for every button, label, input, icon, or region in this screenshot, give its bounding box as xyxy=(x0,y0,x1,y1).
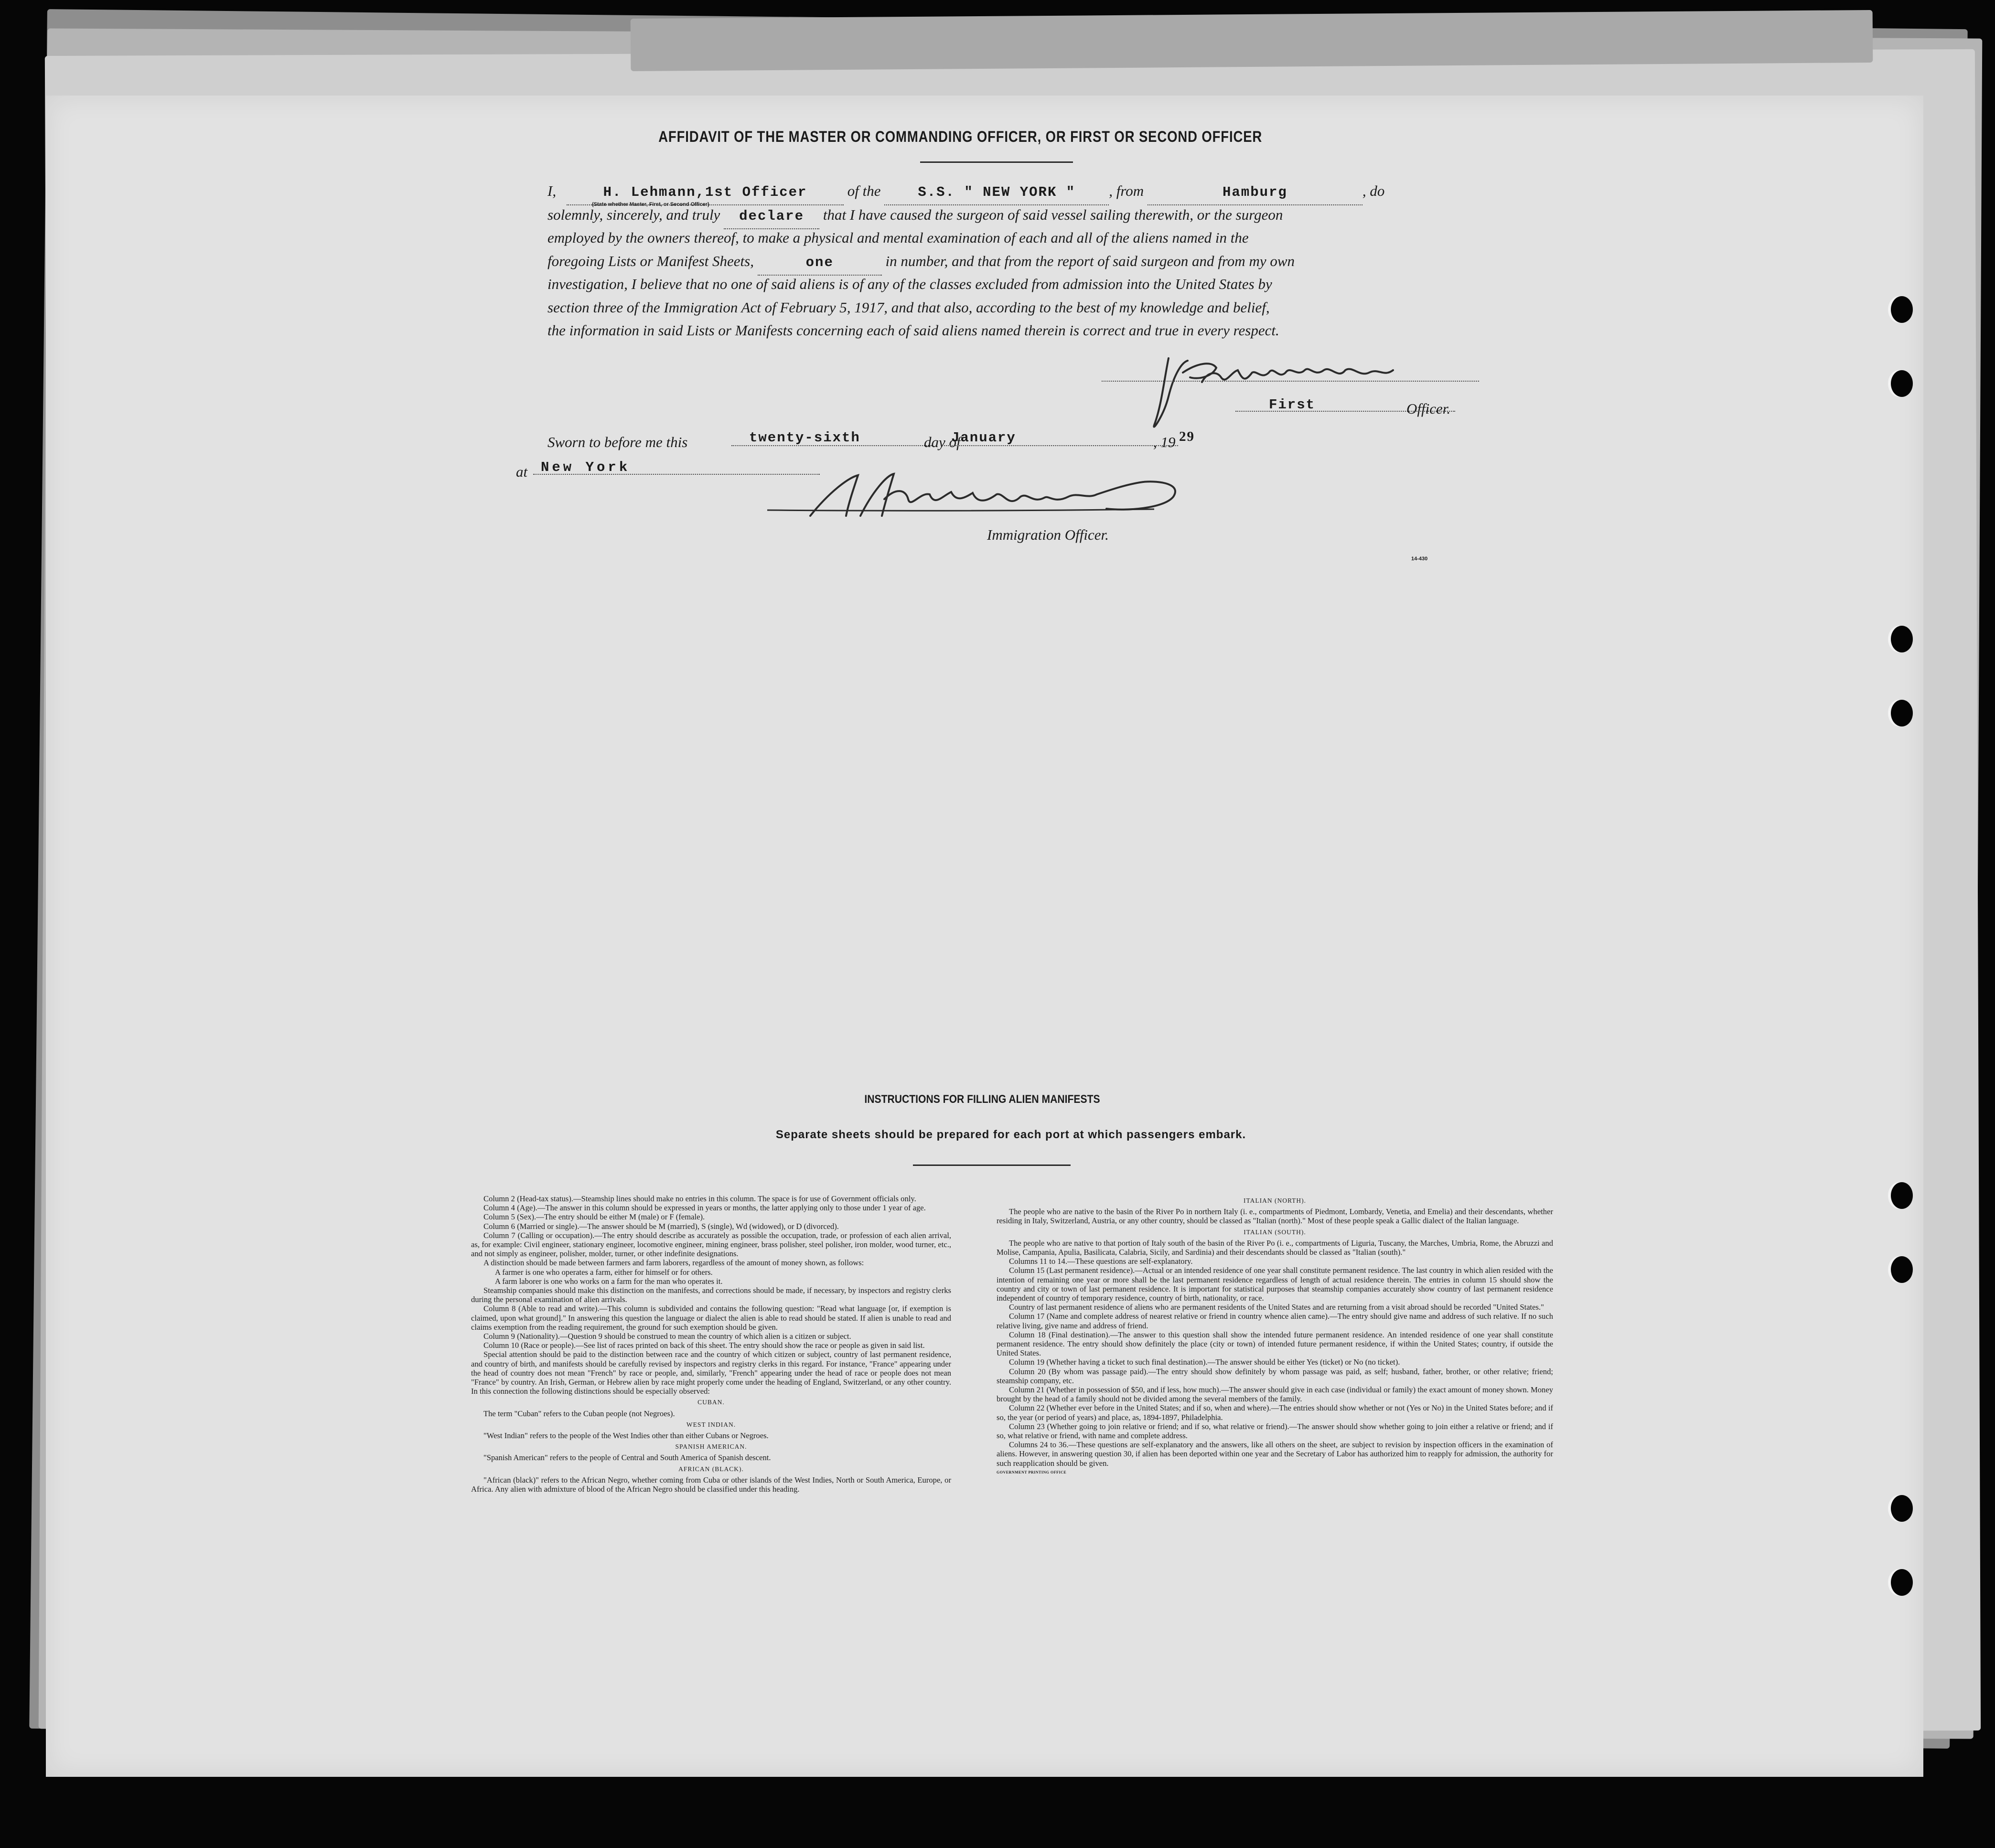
at-place-field: New York xyxy=(541,459,631,475)
section-heading: SPANISH AMERICAN. xyxy=(675,1443,747,1451)
instruction-paragraph: Column 21 (Whether in possession of $50, and if less, how much).—The answer should give in each case (individual or family) the exact amount of money shown. Money brought by the head of a family should not be divided among the several members of the family. xyxy=(997,1385,1553,1404)
instruction-paragraph: Column 4 (Age).—The answer in this column should be expressed in years or months, the latter applying only to those under 1 year of age. xyxy=(483,1203,926,1213)
immigration-officer-caption: Immigration Officer. xyxy=(987,526,1109,543)
instruction-paragraph: Column 20 (By whom was passage paid).—The entry should show definitely by whom passage was paid, as self; husband, father, brother, or other relative; friend; steamship company, etc. xyxy=(997,1367,1553,1385)
instruction-paragraph: "West Indian" refers to the people of the West Indies other than either Cubans or Negroes. xyxy=(483,1431,769,1441)
punch-hole xyxy=(1891,626,1913,652)
section-heading: ITALIAN (NORTH). xyxy=(1243,1197,1307,1204)
instruction-paragraph: Special attention should be paid to the distinction between race and the country of which citizen or subject, country of last permanent residence, and country of birth, and manifests should be carefully revised by inspectors and registry clerks in this regard. For instance, "France" appearing under the head of country does not mean "French" by race or people, and, similarly, "French" appearing under the head of race or people does not mean "France" by country. An Irish, German, or Hebrew alien by race might properly come under the heading of England, Switzerland, or any other country. In this connection the following distinctions should be especially observed: xyxy=(471,1350,951,1396)
instructions-rule xyxy=(913,1164,1071,1166)
year-field: 29 xyxy=(1179,429,1195,444)
instruction-paragraph: The people who are native to that portion of Italy south of the basin of the River Po (i. e., compartments of Liguria, Tuscany, the Marches, Umbria, Rome, the Abruzzi and Molise, Campania, Apulia, Basilicata, Calabria, Sicily, and Sardinia) and their descendants should be classed as "Italian (south)." xyxy=(997,1238,1553,1257)
section-heading: WEST INDIAN. xyxy=(686,1421,736,1428)
instructions-title: INSTRUCTIONS FOR FILLING ALIEN MANIFESTS xyxy=(864,1093,1100,1106)
section-heading: AFRICAN (BLACK). xyxy=(678,1465,744,1473)
at-label: at xyxy=(516,463,528,480)
affidavit-line-4 xyxy=(547,250,1295,276)
instruction-paragraph: "Spanish American" refers to the people of Central and South America of Spanish descent. xyxy=(483,1453,771,1463)
instruction-paragraph: The term "Cuban" refers to the Cuban people (not Negroes). xyxy=(483,1409,675,1418)
instruction-paragraph: A farm laborer is one who works on a farm for the man who operates it. xyxy=(495,1276,723,1286)
section-heading: CUBAN. xyxy=(697,1399,725,1406)
instruction-paragraph: Column 23 (Whether going to join relative or friend; and if so, what relative or friend).—The answer should show whether going to join either a relative or friend; and if so, what relative or friend, with name and complete address. xyxy=(997,1421,1553,1441)
instruction-paragraph: Columns 11 to 14.—These questions are self-explanatory. xyxy=(1009,1257,1193,1266)
punch-hole xyxy=(1891,700,1913,726)
line-text: of the xyxy=(847,182,881,199)
instruction-paragraph: Column 8 (Able to read and write).—This column is subdivided and contains the following question: "Read what language [or, if exemption is claimed, upon what ground]." In answering this question the language or dialect the alien is able to read should be stated. If alien is unable to read and claims exemption from the reading requirement, the ground for such exemption should be given. xyxy=(471,1304,951,1332)
year-prefix: , 19 xyxy=(1153,434,1176,450)
affidavit-title: AFFIDAVIT OF THE MASTER OR COMMANDING OFFICER, OR FIRST OR SECOND OFFICER xyxy=(658,128,1263,145)
line-text: , do xyxy=(1362,182,1385,199)
day-line xyxy=(731,445,932,446)
punch-hole xyxy=(1891,1495,1913,1522)
instruction-paragraph: Column 6 (Married or single).—The answer should be M (married), S (single), Wd (widowed), or D (divorced). xyxy=(483,1221,839,1231)
instruction-paragraph: The people who are native to the basin of the River Po in northern Italy (i. e., compartments of Piedmont, Lombardy, Venetia, and Emelia) and their descendants, whether residing in Italy, Switzerland, Austria, or any other country, should be classed as "Italian (north)." Most of these people speak a Gallic dialect of the Italian language. xyxy=(997,1207,1553,1226)
port-field: Hamburg xyxy=(1148,181,1362,205)
line-text: , from xyxy=(1109,182,1144,199)
instruction-paragraph: Columns 24 to 36.—These questions are self-explanatory and the answers, like all others on the sheet, are subject to revision by inspection officers in the examination of aliens. However, in answering question 30, if alien has been deported within one year and the Secretary of Labor has authorized him to reapply for admission, the authority for such reapplication should be given. xyxy=(997,1440,1553,1468)
line-text: solemnly, sincerely, and truly xyxy=(547,206,720,223)
count-field: one xyxy=(758,251,882,276)
instruction-paragraph: Country of last permanent residence of aliens who are permanent residents of the United States and are returning from a visit abroad should be recorded "United States." xyxy=(1009,1303,1544,1312)
instruction-paragraph: Column 7 (Calling or occupation).—The entry should describe as accurately as possible the occupation, trade, or profession of each alien arrival, as, for example: Civil engineer, stationary engineer, locomotive engineer, mining engineer, brass polisher, steel polisher, iron molder, wood turner, etc., and not simply as engineer, polisher, molder, turner, or other indefinite designations. xyxy=(471,1230,951,1259)
instructions-left-column xyxy=(471,1194,951,1494)
punch-hole xyxy=(1891,1569,1913,1596)
instruction-paragraph: Steamship companies should make this distinction on the manifests, and corrections should be made, if necessary, by inspectors and registry clerks during the personal examination of alien arrivals. xyxy=(471,1286,951,1304)
instruction-paragraph: Column 10 (Race or people).—See list of races printed on back of this sheet. The entry should show the race or people as given in said list. xyxy=(483,1341,925,1350)
affidavit-line-7: the information in said Lists or Manifests concerning each of said aliens named therein is correct and true in every respect. xyxy=(547,322,1279,339)
officer-rank-note: (State whether Master, First, or Second Officer) xyxy=(592,202,709,207)
instruction-paragraph: Column 17 (Name and complete address of nearest relative or friend in country whence alien came).—The entry should give name and address of such relative. If no such relative living, give name and address of friend. xyxy=(997,1312,1553,1330)
punch-hole xyxy=(1891,1182,1913,1209)
line-text: in number, and that from the report of said surgeon and from my own xyxy=(885,253,1295,269)
punch-hole xyxy=(1891,370,1913,397)
declare-field: declare xyxy=(724,205,819,229)
day-of-label: day of xyxy=(924,434,961,450)
document-page xyxy=(46,96,1923,1777)
instructions-subtitle: Separate sheets should be prepared for each port at which passengers embark. xyxy=(775,1128,1246,1141)
affidavit-line-2 xyxy=(547,203,1283,229)
ship-name-field: S.S. " NEW YORK " xyxy=(884,181,1109,205)
month-line xyxy=(944,445,1178,446)
line-text: I, xyxy=(547,182,557,199)
form-number: 14-430 xyxy=(1411,556,1428,562)
instruction-paragraph: Column 18 (Final destination).—The answer to this question shall show the intended future permanent residence. An intended residence of one year shall constitute permanent residence. The entry should show definitely the place (city or town) of intended future permanent residence, if within the United States; country, if outside the United States. xyxy=(997,1330,1553,1358)
instruction-paragraph: A distinction should be made between farmers and farm laborers, regardless of the amount of money shown, as follows: xyxy=(483,1258,864,1268)
instructions-right-column xyxy=(997,1194,1553,1477)
stacked-sheet-top-tab xyxy=(631,10,1873,71)
instruction-paragraph: "African (black)" refers to the African Negro, whether coming from Cuba or other islands of the West Indies, North or South America, Europe, or Africa. Any alien with admixture of blood of the African Negro should be classified under this heading. xyxy=(471,1475,951,1494)
sworn-label: Sworn to before me this xyxy=(547,434,688,450)
section-heading: ITALIAN (SOUTH). xyxy=(1244,1228,1306,1236)
punch-hole xyxy=(1891,1256,1913,1283)
immigration-officer-signature xyxy=(762,463,1298,535)
sworn-day-field: twenty-sixth xyxy=(749,430,860,446)
instruction-paragraph: Column 19 (Whether having a ticket to such final destination).—The answer should be either Yes (ticket) or No (no ticket). xyxy=(1009,1357,1400,1367)
officer-caption: Officer. xyxy=(1406,400,1451,417)
affidavit-line-3: employed by the owners thereof, to make a physical and mental examination of each and all of the aliens named in the xyxy=(547,229,1249,246)
affidavit-line-5: investigation, I believe that no one of said aliens is of any of the classes excluded from admission into the United States by xyxy=(547,276,1272,292)
instruction-paragraph: Column 22 (Whether ever before in the United States; and if so, when and where).—The entries should show whether or not (Yes or No) in the United States before; and if so, the year (or period of years) and place, as, 1894-1897, Philadelphia. xyxy=(997,1403,1553,1422)
affidavit-line-6: section three of the Immigration Act of February 5, 1917, and that also, according to the best of my knowledge and belief, xyxy=(547,299,1270,316)
signature-line xyxy=(1102,381,1479,382)
punch-hole xyxy=(1891,296,1913,323)
officer-signature xyxy=(1135,344,1479,439)
sworn-month-field: January xyxy=(951,430,1016,446)
instruction-paragraph: Column 15 (Last permanent residence).—Actual or an intended residence of one year shall constitute permanent residence. The last country in which alien resided with the intention of remaining one year or more shall be the last permanent residence regardless of length of actual residence therein. The entries in column 15 should show the country and city or town of last permanent residence. It is important for statistical purposes that steamship companies accurately show country of last permanent residence independent of country of temporary residence, country of birth, nationality, or race. xyxy=(997,1266,1553,1303)
instruction-paragraph: Column 9 (Nationality).—Question 9 should be construed to mean the country of which alien is a citizen or subject. xyxy=(483,1332,851,1341)
officer-name-field: H. Lehmann,1st Officer xyxy=(567,181,844,205)
instruction-paragraph: A farmer is one who operates a farm, either for himself or for others. xyxy=(495,1267,713,1277)
line-text: that I have caused the surgeon of said vessel sailing therewith, or the surgeon xyxy=(823,206,1283,223)
instruction-paragraph: Column 5 (Sex).—The entry should be either M (male) or F (female). xyxy=(483,1212,705,1222)
title-rule xyxy=(920,161,1073,163)
printer-imprint: GOVERNMENT PRINTING OFFICE xyxy=(997,1470,1067,1474)
line-text: foregoing Lists or Manifest Sheets, xyxy=(547,253,754,269)
officer-rank-field: First xyxy=(1269,397,1316,413)
instruction-paragraph: Column 2 (Head-tax status).—Steamship lines should make no entries in this column. The space is for use of Government officials only. xyxy=(483,1194,916,1203)
